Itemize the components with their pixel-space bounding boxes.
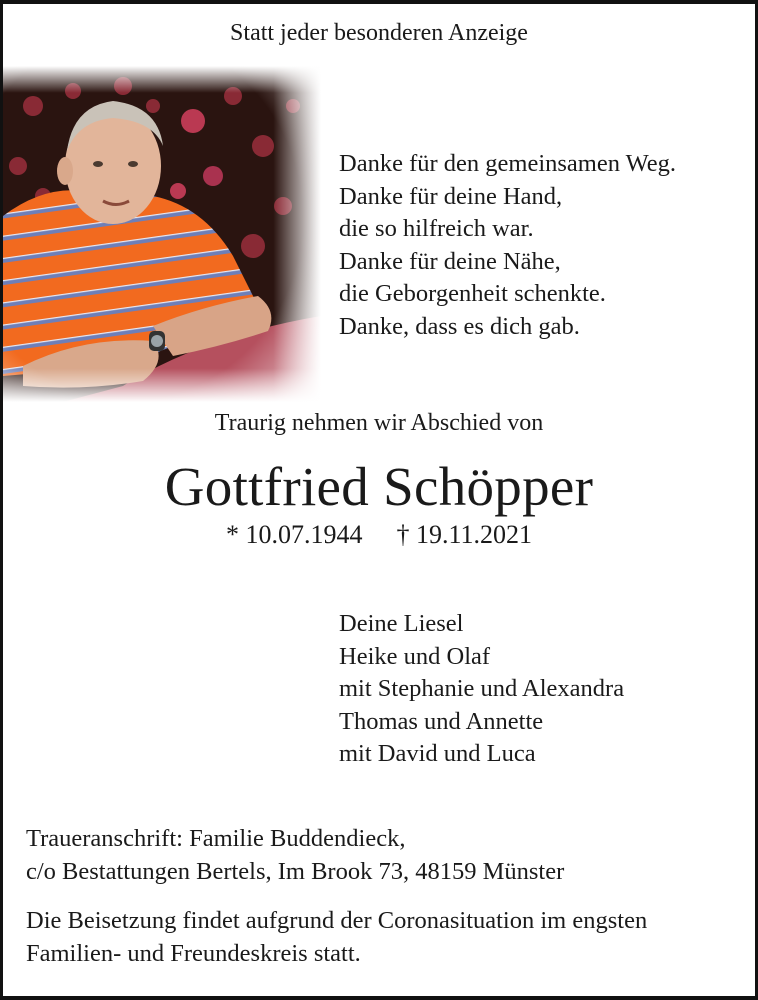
- farewell-intro: Traurig nehmen wir Abschied von: [214, 410, 544, 436]
- poem-line: die Geborgenheit schenkte.: [339, 280, 606, 307]
- portrait-photo: [3, 66, 321, 402]
- mourner-line: Thomas und Annette: [339, 707, 544, 735]
- deceased-name: Gottfried Schöpper: [164, 456, 594, 517]
- poem-line: Danke, dass es dich gab.: [339, 312, 580, 340]
- burial-line: Familien- und Freundeskreis statt.: [26, 940, 361, 967]
- notice-header: Statt jeder besonderen Anzeige: [230, 20, 528, 46]
- poem-line: Danke für den gemeinsamen Weg.: [339, 150, 677, 177]
- mourners-list: [339, 608, 624, 771]
- poem-line: die so hilfreich war.: [339, 215, 534, 242]
- birth-date: * 10.07.1944: [225, 520, 363, 549]
- mourner-line: Deine Liesel: [339, 610, 464, 637]
- death-date: † 19.11.2021: [396, 520, 533, 549]
- burial-line: Die Beisetzung findet aufgrund der Coronasituation im engsten: [26, 907, 648, 934]
- poem-line: Danke für deine Hand,: [339, 182, 563, 210]
- poem-verse: [339, 148, 676, 343]
- life-dates: [0, 520, 758, 550]
- address-line: Traueranschrift: Familie Buddendieck,: [26, 825, 406, 852]
- address-line: c/o Bestattungen Bertels, Im Brook 73, 48159 Münster: [26, 858, 565, 885]
- mourning-address: [26, 822, 564, 888]
- burial-notice: [26, 904, 647, 970]
- mourner-line: mit Stephanie und Alexandra: [339, 675, 625, 702]
- poem-line: Danke für deine Nähe,: [339, 247, 561, 275]
- mourner-line: Heike und Olaf: [339, 642, 491, 670]
- mourner-line: mit David und Luca: [339, 740, 536, 767]
